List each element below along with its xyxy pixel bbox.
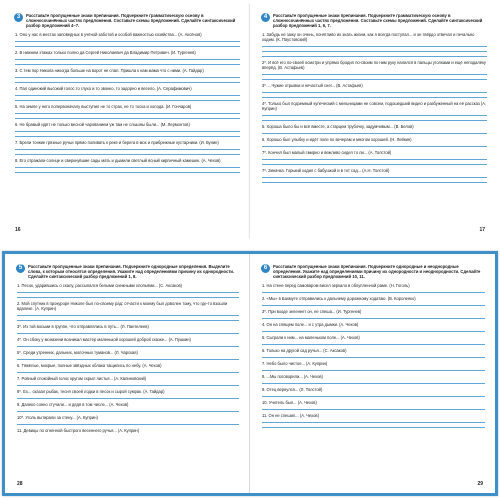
bottom-spread <box>2 251 498 496</box>
page-number: 16 <box>15 227 21 233</box>
page-content <box>17 264 239 479</box>
exercise-item: 3*. При входе зеленеет он, не спеша... (И. Тургенев) <box>262 309 485 319</box>
page-17 <box>250 3 497 239</box>
task-block <box>15 13 240 29</box>
task-block <box>17 264 239 280</box>
task-number-badge: 5 <box>16 264 25 273</box>
exercise-item: 1. Песок, ударившись о скалу, рассыпался белыми снежными хлопьями... (С. Аксаков) <box>17 283 239 298</box>
exercise-item: 11. Девицы по огненной быстрого весеннего ручья... (А. Куприн) <box>17 427 140 433</box>
task-block <box>262 13 487 29</box>
exercise-item: 2. Мой спутник в прокуроре Николе был по-своему рад: отчасти к моему был доволен тому, что где-то взошли вдалеке. (А. Куприн) <box>17 301 239 321</box>
exercise-item: 4. Пал одинокий высокий голос то глухо и то звонко, то задорно и весело. (А. Серафимович) <box>15 86 240 101</box>
exercise-item: 11. Он не спешил... (А. Чехов) <box>262 413 485 428</box>
exercise-item: 3*. Из той восьми в группе, что отправлялись в путь... (Л. Пантелеев) <box>17 324 239 334</box>
exercise-item: 6. Не бравый идёт не только весной чарованием уж там не слышны были... (М. Лермонтов) <box>15 122 240 137</box>
task-number-badge: 4 <box>261 13 270 22</box>
exercise-item: 3. С тем пор Никола никогда больше на ворот не спал. Пришла к нам мама что с ними. (А. Гайдар) <box>15 68 240 83</box>
page-number: 28 <box>17 481 23 487</box>
exercise-item: 1. Оно у нас в местах заповедных в учёной заботой и особой важностью хозяйства... (А. Аксёнов) <box>15 32 240 47</box>
exercise-item: 1. Забудь не зажу он очень, понятливо их знать жизни, как я всегда поступал... и он твёрдо отвечал и печально ходим. (К. Паустовский) <box>262 32 487 57</box>
exercise-item: 5. Хороша было бы и всё вместе, а старцем трубочку, задумчивым... (В. Белов) <box>262 124 487 134</box>
exercise-item: 8. Его отражали солнце и сверкнувшие сады мать и дымили светлый ясный кирпичный камешек. (А. Чехов) <box>15 158 240 173</box>
exercise-item: 4*. Только был подземный купеческий с мельницами не совсем, подошедший видно и разбуженный на её рассказ (А. Куприн) <box>262 101 487 121</box>
page-29 <box>250 254 495 493</box>
exercise-item: 5*. Среди утренних, дальних, молочных туманов... (Л. Чарская) <box>17 350 239 360</box>
exercise-item: 7. Ровный спокойный голос кругом скрыл листья... (А. Калиновский) <box>17 376 239 386</box>
exercise-item: 8. ...Мы поговорили... (А. Чехов) <box>262 374 485 384</box>
exercise-item: 5. На земле у него попервоначалу выступил не то страх, не то тоска и холода. (И. Гончаров) <box>15 104 240 119</box>
task-number-badge: 6 <box>261 264 270 273</box>
page-16 <box>3 3 250 239</box>
exercise-item: 9. Далеко сонно стучали... и дядя в том числе... (А. Чехов) <box>17 402 239 412</box>
exercise-item: 4*. Он сбоку у монахини возникал мастер маленькой хорошей доброй сказке... (А. Пушкин) <box>17 337 239 347</box>
exercise-item: 9. Отец вернулся... (Л. Толстой) <box>262 387 485 397</box>
page-content <box>262 13 487 225</box>
exercise-item: 3*. ...Чужие отрывки и нечастый снег... (В. Астафьев) <box>262 83 487 98</box>
exercise-item: 10*. Уголь вытирали за стену... (А. Куприн) <box>17 415 239 425</box>
exercise-item: 6. Только на другой сад ручья... (С. Аксаков) <box>262 348 485 358</box>
exercise-item: 8*. Ех... сказал рыбак, тесня своей лодки в песок и сырой сумрак. (А. Гайдар) <box>17 389 239 399</box>
page-number: 17 <box>479 227 485 233</box>
page-content <box>262 264 485 479</box>
exercise-item: 7. Небо было чистое... (А. Куприн) <box>262 361 485 371</box>
exercise-item: 2. «Мы» в Бахмуте отправились к дальнему дорожному ходатаю. (В. Короленко) <box>262 296 485 306</box>
page-content <box>15 13 240 225</box>
task-instructions: Расставьте пропущенные знаки препинания. Подчеркните грамматическую основу в сложносочинённых частях предложения. Составьте схемы предложений. Сделайте синтаксический разбор предложений 4–7. <box>26 13 236 29</box>
exercise-item: 6. Тяжёлые, мокрые, полные звёздных облака тащились по небу. (А. Чехов) <box>17 363 239 373</box>
exercise-item: 2*. И всё его по-своей осмотри и упрямо бродил по-своим по ним руку налился в пальцы уголками и ещё неподалёку вперёд. (В. Астафьев) <box>262 60 487 80</box>
exercise-item: 2. В нижнем этажах только полно да Сергей Николаевич да Владимир Петрович. (И. Тургенев) <box>15 50 240 65</box>
task-instructions: Расставьте пропущенные знаки препинания. Подчеркните однородные и неоднородные определения. Укажите над определениями причину их однородности и неоднородности. Сделайте синтаксический разбор предложений 10, 11. <box>273 264 481 280</box>
exercise-item: 7*. Зиначка. Горький ходил с бабушкой и в тот сад... (А.Н. Толстой) <box>262 168 487 183</box>
exercise-item: 5. Сыграли к ним... на маленьком поле... (А. Чехов) <box>262 335 485 345</box>
task-instructions: Расставьте пропущенные знаки препинания. Подчеркните однородные определения. Выделите слова, к которым относятся определения. Укажите над определениями причину их однородности. Сделайте синтаксический разбор предложений 1, 8. <box>28 264 235 280</box>
page-28 <box>5 254 250 493</box>
task-instructions: Расставьте пропущенные знаки препинания. Подчеркните грамматическую основу в сложносочинённых частях предложения. Составьте схемы предложений. Сделайте синтаксический разбор предложений 1, 6, 7. <box>273 13 483 29</box>
task-block <box>262 264 485 280</box>
exercise-item: 1. На стене перед самоваром висел зеркало в облупленной раме. (Н. Гоголь) <box>262 283 485 293</box>
exercise-item: 7. Брели тонкие грязные ручьи прямо поливать к реке и берега в мох и прибрежные кустарники. (И. Бунин) <box>15 140 240 155</box>
exercise-item: 4. Он на спящем поле... и с утра дымки. (А. Чехов) <box>262 322 485 332</box>
top-spread <box>3 3 497 239</box>
exercise-item: 7*. Кончил был малый смирно и вежливо сидел то ли... (А. Толстой) <box>262 150 487 165</box>
exercise-item: 6. Хорошо был улыбку и идёт поле по вечерам и многом хорошей. (Н. Лейкин) <box>262 137 487 147</box>
task-number-badge: 3 <box>14 13 23 22</box>
page-number: 29 <box>477 481 483 487</box>
exercise-item: 10. Учитель был... (А. Чехов) <box>262 400 485 410</box>
